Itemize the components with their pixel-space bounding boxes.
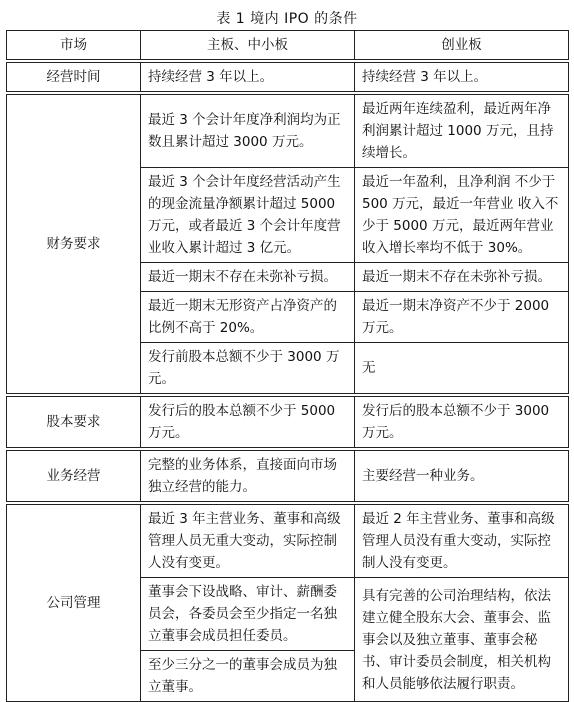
table-row <box>7 93 569 168</box>
cell-gem: 发行后的股本总额不少于 3000 万元。 <box>355 395 569 449</box>
cell-main: 发行前股本总额不少于 3000 万元。 <box>141 343 355 396</box>
cell-gem: 最近 2 年主营业务、董事和高级管理人员没有重大变动，实际控制人没有变更。 <box>355 503 569 578</box>
cell-main: 持续经营 3 年以上。 <box>141 61 355 93</box>
cell-gem: 具有完善的公司治理结构，依法建立健全股东大会、董事会、监事会以及独立董事、董事会秘书、审计委员会制度，相关机构和人员能够依法履行职责。 <box>355 578 569 702</box>
cell-gem: 最近两年连续盈利，最近两年净利润累计超过 1000 万元，且持续增长。 <box>355 93 569 168</box>
header-gem: 创业板 <box>355 31 569 62</box>
header-main-board: 主板、中小板 <box>141 31 355 62</box>
header-market: 市场 <box>7 31 141 62</box>
cell-gem: 最近一期末不存在未弥补亏损。 <box>355 263 569 292</box>
category-capital: 股本要求 <box>7 395 141 449</box>
cell-main: 完整的业务体系，直接面向市场独立经营的能力。 <box>141 449 355 503</box>
cell-main: 最近一期末无形资产占净资产的比例不高于 20%。 <box>141 292 355 343</box>
category-business: 业务经营 <box>7 449 141 503</box>
table-row <box>7 61 569 93</box>
cell-main: 最近 3 年主营业务、董事和高级管理人员无重大变动，实际控制人没有变更。 <box>141 503 355 578</box>
cell-main: 最近 3 个会计年度净利润均为正数且累计超过 3000 万元。 <box>141 93 355 168</box>
cell-gem: 持续经营 3 年以上。 <box>355 61 569 93</box>
cell-main: 最近 3 个会计年度经营活动产生的现金流量净额累计超过 5000 万元，或者最近 3 个会计年度营业收入累计超过 3 亿元。 <box>141 168 355 263</box>
table-row <box>7 503 569 578</box>
cell-main: 发行后的股本总额不少于 5000 万元。 <box>141 395 355 449</box>
cell-gem: 主要经营一种业务。 <box>355 449 569 503</box>
ipo-conditions-table <box>6 30 569 702</box>
table-row <box>7 449 569 503</box>
cell-main: 至少三分之一的董事会成员为独立董事。 <box>141 651 355 702</box>
cell-gem: 最近一期末净资产不少于 2000 万元。 <box>355 292 569 343</box>
cell-main: 最近一期末不存在未弥补亏损。 <box>141 263 355 292</box>
category-financial: 财务要求 <box>7 93 141 395</box>
category-governance: 公司管理 <box>7 503 141 702</box>
cell-gem: 最近一年盈利，且净利润 不少于 500 万元，最近一年营业 收入不少于 5000 万元，最近两年营业收入增长率均不低于 30%。 <box>355 168 569 263</box>
table-row <box>7 395 569 449</box>
table-title: 表 1 境内 IPO 的条件 <box>216 11 358 27</box>
table-header-row <box>7 31 569 62</box>
category-operating-time: 经营时间 <box>7 61 141 93</box>
cell-main: 董事会下设战略、审计、薪酬委员会，各委员会至少指定一名独立董事会成员担任委员。 <box>141 578 355 651</box>
cell-gem: 无 <box>355 343 569 396</box>
